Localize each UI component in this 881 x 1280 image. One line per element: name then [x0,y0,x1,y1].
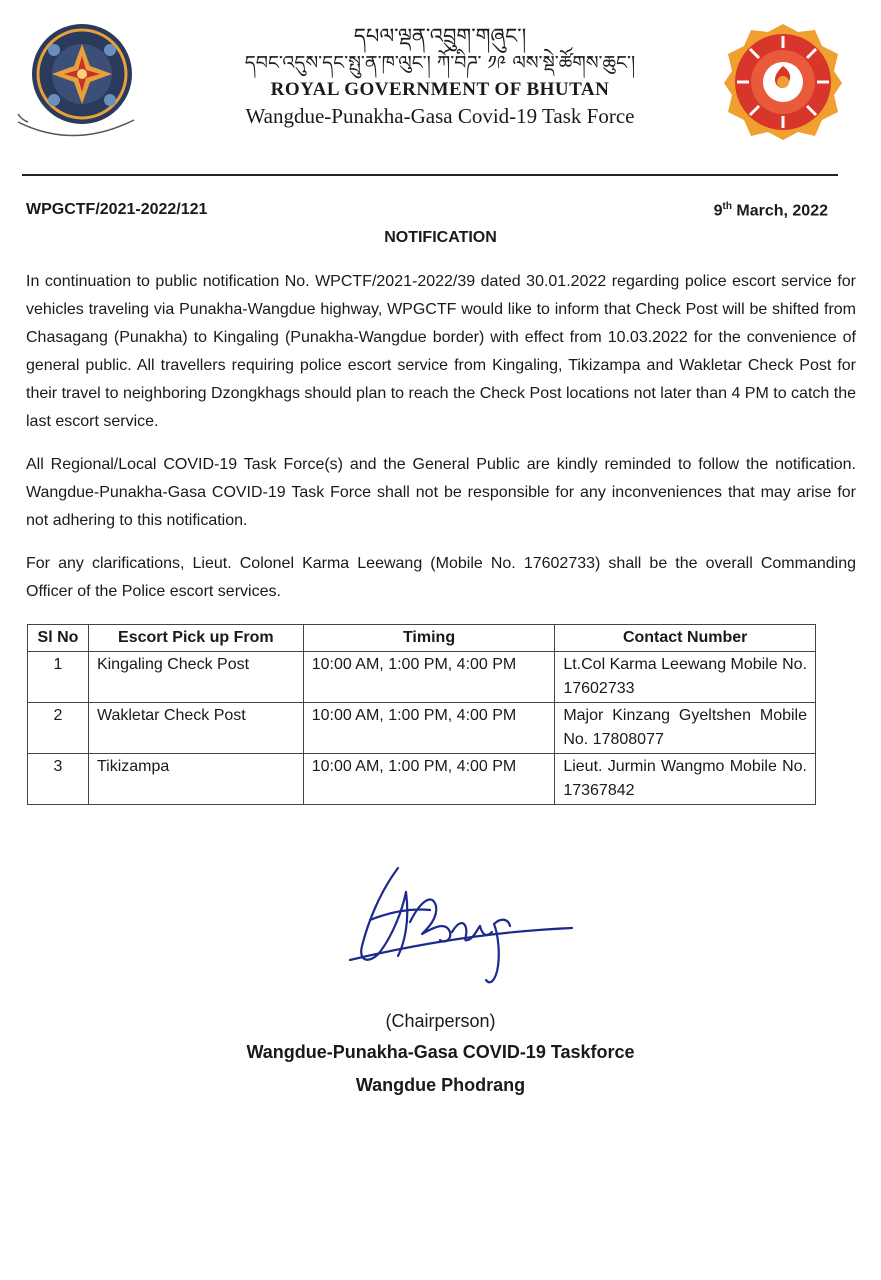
notification-title: NOTIFICATION [384,229,497,246]
letter-date [714,201,828,220]
cell-timing: 10:00 AM, 1:00 PM, 4:00 PM [303,652,555,703]
table-row [28,652,816,703]
header-sl-no: Sl No [28,625,89,652]
cell-pickup: Kingaling Check Post [88,652,303,703]
signatory-place: Wangdue Phodrang [355,1075,526,1095]
reference-number: WPGCTF/2021-2022/121 [26,201,208,218]
letterhead [190,22,690,130]
cell-sl-no: 1 [28,652,89,703]
paragraph-2: All Regional/Local COVID-19 Task Force(s) and the General Public are kindly reminded to follow the notification. Wangdue-Punakha-Gasa COVID-19 Task Force shall not be responsible for any inconveniences that may arise for not adhering to this notification. [26,456,856,529]
table-row [28,703,816,754]
header-contact: Contact Number [555,625,816,652]
header-timing: Timing [303,625,555,652]
table-header-row [28,625,816,652]
cell-pickup: Wakletar Check Post [88,703,303,754]
table-row [28,754,816,805]
header-divider [22,174,838,176]
date-rest: March, 2022 [731,202,828,220]
signatory-role: (Chairperson) [385,1011,496,1031]
government-name: ROYAL GOVERNMENT OF BHUTAN [270,79,610,100]
royal-emblem-icon [14,22,138,140]
dzongkha-subtitle: དབང་འདུས་དང་སྤུ་ན་ཁ་ལུང་། ཀོ་བིཌ་ ༡༩ ལས་སྡེ་ཚོགས་ཆུང་། [244,52,636,74]
header-pickup: Escort Pick up From [88,625,303,652]
cell-contact: Lt.Col Karma Leewang Mobile No. 17602733 [555,652,816,703]
cell-timing: 10:00 AM, 1:00 PM, 4:00 PM [303,703,555,754]
paragraph-1: In continuation to public notification No. WPCTF/2021-2022/39 dated 30.01.2022 regarding police escort service for vehicles traveling via Punakha-Wangdue highway, WPGCTF would like to inform that Check Post will be shifted from Chasagang (Punakha) to Kingaling (Punakha-Wangdue border) with effect from 10.03.2022 for the convenience of general public. All travellers requiring police escort service from Kingaling, Tikizampa and Wakletar Check Post for their travel to neighboring Dzongkhags should plan to reach the Check Post locations not later than 4 PM to catch the last escort service. [26,273,856,430]
cell-contact: Major Kinzang Gyeltshen Mobile No. 17808077 [555,703,816,754]
signature-icon [340,862,580,992]
cell-pickup: Tikizampa [88,754,303,805]
taskforce-name: Wangdue-Punakha-Gasa Covid-19 Task Force [245,104,635,128]
date-day: 9 [713,202,723,220]
cell-timing: 10:00 AM, 1:00 PM, 4:00 PM [303,754,555,805]
cell-sl-no: 3 [28,754,89,805]
escort-schedule-table [27,624,816,805]
cell-contact: Lieut. Jurmin Wangmo Mobile No. 17367842 [555,754,816,805]
dzongkha-title: དཔལ་ལྡན་འབྲུག་གཞུང་། [353,24,527,48]
signatory-organization: Wangdue-Punakha-Gasa COVID-19 Taskforce [246,1042,635,1062]
date-suffix: th [722,201,732,212]
dharma-wheel-logo-icon [722,22,844,142]
paragraph-3: For any clarifications, Lieut. Colonel Karma Leewang (Mobile No. 17602733) shall be the overall Commanding Officer of the Police escort services. [26,555,856,600]
cell-sl-no: 2 [28,703,89,754]
